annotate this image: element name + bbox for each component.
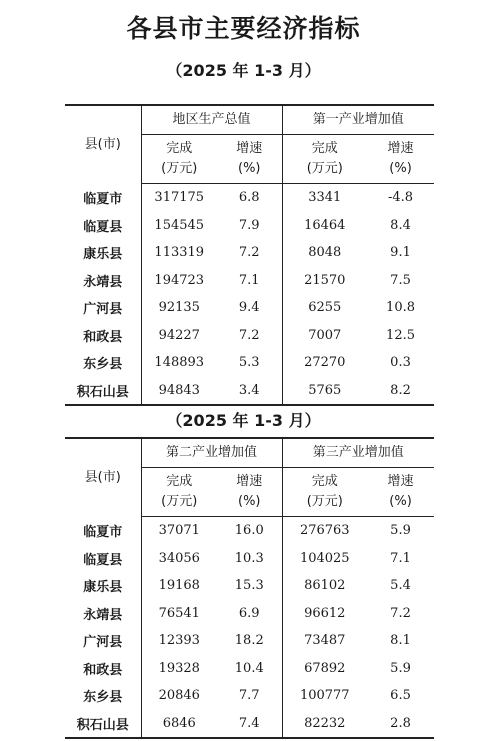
done-label: 完成 — [166, 141, 193, 156]
economic-table-1 — [65, 104, 434, 406]
primary-growth-header — [367, 135, 434, 184]
secondary-value-header — [141, 468, 217, 517]
county-name: 积石山县 — [65, 377, 141, 406]
primary-growth: 10.8 — [386, 300, 415, 316]
secondary-value: 19328 — [158, 660, 200, 676]
county-name: 积石山县 — [65, 710, 141, 739]
tertiary-growth: 7.2 — [390, 605, 411, 621]
primary-value: 6255 — [282, 294, 367, 322]
secondary-value: 12393 — [158, 633, 200, 649]
table-row — [65, 572, 434, 600]
gdp-growth: 9.4 — [238, 300, 260, 316]
growth-label: 增速 — [387, 474, 414, 489]
secondary-growth: 7.7 — [238, 688, 260, 704]
unit-label: (万元) — [306, 161, 343, 176]
gdp-growth: 6.8 — [238, 190, 260, 206]
table-row — [65, 184, 434, 212]
gdp-value: 317175 — [154, 190, 205, 206]
county-name: 广河县 — [65, 627, 141, 655]
primary-growth: -4.8 — [387, 190, 414, 206]
primary-value: 27270 — [282, 349, 367, 377]
table-row — [65, 322, 434, 350]
county-column-header: 县(市) — [65, 438, 141, 517]
secondary-growth: 10.4 — [234, 660, 264, 676]
period-label-1: （2025 年 1-3 月） — [166, 61, 321, 80]
primary-growth: 8.2 — [367, 377, 434, 406]
secondary-value: 37071 — [158, 523, 200, 539]
economic-table-2 — [65, 437, 434, 739]
table-row — [65, 239, 434, 267]
county-name: 和政县 — [65, 655, 141, 683]
table-row — [65, 267, 434, 295]
county-name: 临夏市 — [65, 517, 141, 545]
gdp-growth: 7.9 — [238, 217, 260, 233]
gdp-value-header — [141, 135, 217, 184]
county-name: 和政县 — [65, 322, 141, 350]
table-row — [65, 349, 434, 377]
percent-label: (%) — [238, 494, 261, 509]
percent-label: (%) — [238, 161, 261, 176]
tertiary-value: 276763 — [282, 517, 367, 545]
secondary-value: 6846 — [141, 710, 217, 739]
secondary-value: 19168 — [158, 578, 200, 594]
tertiary-growth-header — [367, 468, 434, 517]
table-row — [65, 294, 434, 322]
tertiary-value: 67892 — [282, 655, 367, 683]
secondary-value: 34056 — [158, 550, 200, 566]
gdp-growth: 5.3 — [238, 355, 260, 371]
table-row — [65, 627, 434, 655]
primary-value: 5765 — [282, 377, 367, 406]
table-row — [65, 710, 434, 739]
table-row — [65, 655, 434, 683]
primary-value: 21570 — [282, 267, 367, 295]
secondary-growth-header — [217, 468, 282, 517]
page-title: 各县市主要经济指标 — [126, 14, 361, 43]
primary-growth: 12.5 — [386, 327, 415, 343]
unit-label: (万元) — [306, 494, 343, 509]
unit-label: (万元) — [161, 161, 198, 176]
primary-value: 3341 — [282, 184, 367, 212]
table-row — [65, 212, 434, 240]
secondary-growth: 10.3 — [234, 550, 264, 566]
gdp-value: 148893 — [154, 355, 205, 371]
primary-growth: 9.1 — [390, 245, 411, 261]
county-name: 永靖县 — [65, 600, 141, 628]
done-label: 完成 — [166, 474, 193, 489]
gdp-value: 154545 — [154, 217, 205, 233]
county-name: 临夏市 — [65, 184, 141, 212]
tertiary-growth: 7.1 — [390, 550, 411, 566]
unit-label: (万元) — [161, 494, 198, 509]
tertiary-growth: 2.8 — [367, 710, 434, 739]
gdp-group-header: 地区生产总值 — [141, 105, 282, 135]
tertiary-value: 82232 — [282, 710, 367, 739]
tertiary-value: 86102 — [282, 572, 367, 600]
tertiary-growth: 6.5 — [390, 688, 411, 704]
table-row — [65, 517, 434, 545]
county-name: 广河县 — [65, 294, 141, 322]
tertiary-growth: 8.1 — [390, 633, 411, 649]
gdp-value: 94227 — [158, 327, 200, 343]
county-name: 康乐县 — [65, 239, 141, 267]
primary-value: 16464 — [282, 212, 367, 240]
tertiary-value-header — [282, 468, 367, 517]
primary-value-header — [282, 135, 367, 184]
gdp-growth: 7.1 — [238, 272, 260, 288]
secondary-growth: 18.2 — [234, 633, 264, 649]
secondary-industry-group-header: 第二产业增加值 — [141, 438, 282, 468]
county-name: 临夏县 — [65, 212, 141, 240]
secondary-growth: 7.4 — [217, 710, 282, 739]
county-column-header: 县(市) — [65, 105, 141, 184]
done-label: 完成 — [311, 474, 338, 489]
primary-growth: 0.3 — [390, 355, 411, 371]
growth-label: 增速 — [387, 141, 414, 156]
primary-growth: 8.4 — [390, 217, 411, 233]
tertiary-growth: 5.9 — [390, 523, 411, 539]
gdp-value: 113319 — [154, 245, 205, 261]
growth-label: 增速 — [236, 474, 263, 489]
gdp-growth: 7.2 — [238, 245, 260, 261]
primary-growth: 7.5 — [390, 272, 411, 288]
tertiary-growth: 5.4 — [390, 578, 411, 594]
growth-label: 增速 — [236, 141, 263, 156]
secondary-value: 76541 — [158, 605, 200, 621]
primary-industry-group-header: 第一产业增加值 — [282, 105, 434, 135]
tertiary-value: 73487 — [282, 627, 367, 655]
county-name: 东乡县 — [65, 682, 141, 710]
gdp-growth: 7.2 — [238, 327, 260, 343]
done-label: 完成 — [311, 141, 338, 156]
tertiary-growth: 5.9 — [390, 660, 411, 676]
gdp-value: 194723 — [154, 272, 205, 288]
gdp-value: 94843 — [141, 377, 217, 406]
table-row — [65, 545, 434, 573]
tertiary-industry-group-header: 第三产业增加值 — [282, 438, 434, 468]
table-row — [65, 377, 434, 406]
period-label-2: （2025 年 1-3 月） — [166, 411, 321, 430]
table-row — [65, 682, 434, 710]
primary-value: 8048 — [282, 239, 367, 267]
county-name: 永靖县 — [65, 267, 141, 295]
gdp-growth: 3.4 — [217, 377, 282, 406]
secondary-growth: 16.0 — [234, 523, 264, 539]
tertiary-value: 104025 — [282, 545, 367, 573]
primary-value: 7007 — [282, 322, 367, 350]
secondary-growth: 15.3 — [234, 578, 264, 594]
secondary-value: 20846 — [158, 688, 200, 704]
county-name: 临夏县 — [65, 545, 141, 573]
gdp-growth-header — [217, 135, 282, 184]
tertiary-value: 96612 — [282, 600, 367, 628]
percent-label: (%) — [389, 161, 412, 176]
tertiary-value: 100777 — [282, 682, 367, 710]
county-name: 康乐县 — [65, 572, 141, 600]
secondary-growth: 6.9 — [238, 605, 260, 621]
percent-label: (%) — [389, 494, 412, 509]
table-row — [65, 600, 434, 628]
county-name: 东乡县 — [65, 349, 141, 377]
gdp-value: 92135 — [158, 300, 200, 316]
